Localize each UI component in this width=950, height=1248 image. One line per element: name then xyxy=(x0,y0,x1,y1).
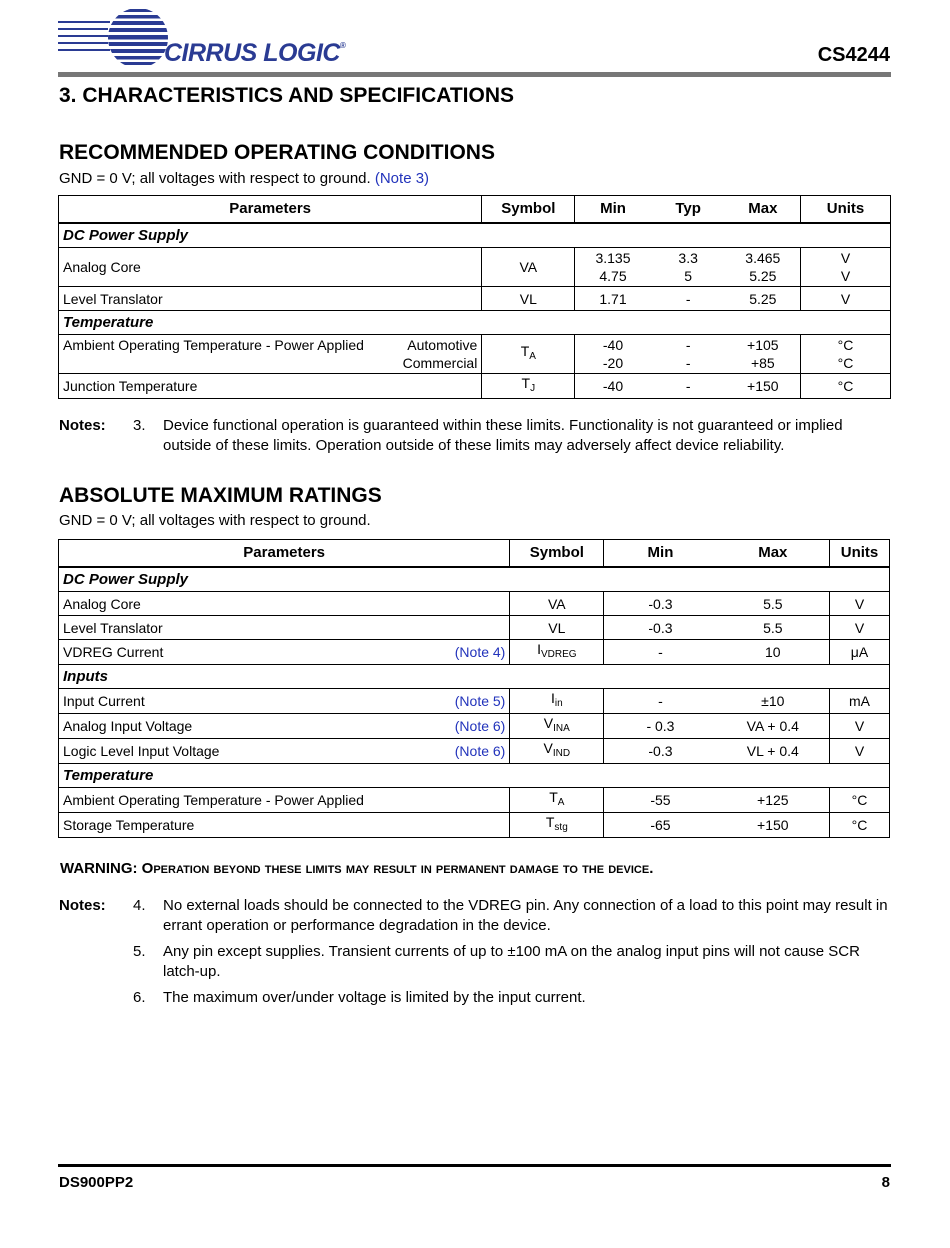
note-6-link[interactable]: (Note 6) xyxy=(454,743,506,759)
note-4-link[interactable]: (Note 4) xyxy=(454,644,506,660)
notes-block-1: Notes: 3. Device functional operation is guaranteed within these limits. Functionality is not guaranteed or implied outside of these limits. Operation outside of these limits may adversely affect device reliability. xyxy=(59,416,895,462)
col-parameters: Parameters xyxy=(59,196,482,224)
roc-table xyxy=(58,195,891,399)
section-title: 3. CHARACTERISTICS AND SPECIFICATIONS xyxy=(59,84,515,107)
col-symbol: Symbol xyxy=(482,196,575,224)
table-row: (Note 4) VDREG Current $I_{VDREG}$ - 10 μA xyxy=(59,640,890,665)
footer-rule xyxy=(58,1164,891,1167)
table-row: (Note 6) Analog Input Voltage $V_{INA}$ - 0.3 VA + 0.4 V xyxy=(59,714,890,739)
col-units: Units xyxy=(801,196,891,224)
table-row: (Note 5) Input Current $I_{in}$ - ±10 mA xyxy=(59,689,890,714)
page-number: 8 xyxy=(881,1174,890,1191)
amr-table xyxy=(58,539,890,838)
table-row: Ambient Operating Temperature - Power Applied $T_A$ -55 +125 °C xyxy=(59,788,890,813)
note-4: 4. No external loads should be connected to the VDREG pin. Any connection of a load to this point may result in errant operation or performance degradation in the device. xyxy=(133,897,888,934)
note-3: 3. Device functional operation is guaranteed within these limits. Functionality is not guaranteed or implied outside of these limits. Operation outside of these limits may adversely affect device reliability. xyxy=(133,417,843,454)
table-row: Analog Core VA -0.3 5.5 V xyxy=(59,592,890,616)
table-row: Storage Temperature $T_{stg}$ -65 +150 °C xyxy=(59,813,890,838)
col-typ: Typ xyxy=(651,196,726,224)
company-logo xyxy=(58,6,358,70)
note-3-link[interactable]: (Note 3) xyxy=(374,170,430,187)
part-number: CS4244 xyxy=(817,44,890,66)
table-row: Automotive Commercial Ambient Operating Temperature - Power Applied $T_A$ -40 -20 - - +105 +85 °C °C xyxy=(59,335,891,374)
note-5-link[interactable]: (Note 5) xyxy=(454,693,506,709)
amr-subtitle: GND = 0 V; all voltages with respect to ground. xyxy=(59,512,371,529)
logo-wordmark: CIRRUS LOGIC® xyxy=(164,39,346,67)
roc-subtitle: GND = 0 V; all voltages with respect to ground. (Note 3) xyxy=(59,170,430,187)
note-6-link[interactable]: (Note 6) xyxy=(454,718,506,734)
header-rule xyxy=(58,72,891,77)
table-row: Analog Core VA 3.135 4.75 3.3 5 3.465 5.25 V V xyxy=(59,248,891,287)
col-max: Max xyxy=(726,196,801,224)
category-row: Temperature xyxy=(59,311,891,335)
table-header-row xyxy=(59,196,891,224)
table-row: Junction Temperature $T_J$ -40 - +150 °C xyxy=(59,374,891,399)
category-row: DC Power Supply xyxy=(59,223,891,248)
logo-globe-icon xyxy=(58,6,178,70)
note-6: 6. The maximum over/under voltage is limited by the input current. xyxy=(133,989,586,1006)
warning-text: WARNING: Operation beyond these limits may result in permanent damage to the device. xyxy=(60,860,654,877)
notes-block-2: Notes: 4. No external loads should be connected to the VDREG pin. Any connection of a load to this point may result in errant operation or performance degradation in the device. 5. Any pin except supplies. Transient currents of up to ±100 mA on the analog input pins will not cause SCR latch-up. 6. The maximum over/under voltage is limited by the input current. xyxy=(59,896,895,1014)
table-header-row: Parameters Symbol Min Max Units xyxy=(59,540,890,568)
note-5: 5. Any pin except supplies. Transient currents of up to ±100 mA on the analog input pins will not cause SCR latch-up. xyxy=(133,943,860,980)
category-row: Inputs xyxy=(59,665,890,689)
amr-title: ABSOLUTE MAXIMUM RATINGS xyxy=(59,484,382,507)
category-row: DC Power Supply xyxy=(59,567,890,592)
table-row: (Note 6) Logic Level Input Voltage $V_{IND}$ -0.3 VL + 0.4 V xyxy=(59,739,890,764)
table-row: Level Translator VL -0.3 5.5 V xyxy=(59,616,890,640)
table-row: Level Translator VL 1.71 - 5.25 V xyxy=(59,287,891,311)
roc-title: RECOMMENDED OPERATING CONDITIONS xyxy=(59,141,495,164)
doc-number: DS900PP2 xyxy=(59,1174,134,1191)
col-min: Min xyxy=(575,196,651,224)
category-row: Temperature xyxy=(59,764,890,788)
